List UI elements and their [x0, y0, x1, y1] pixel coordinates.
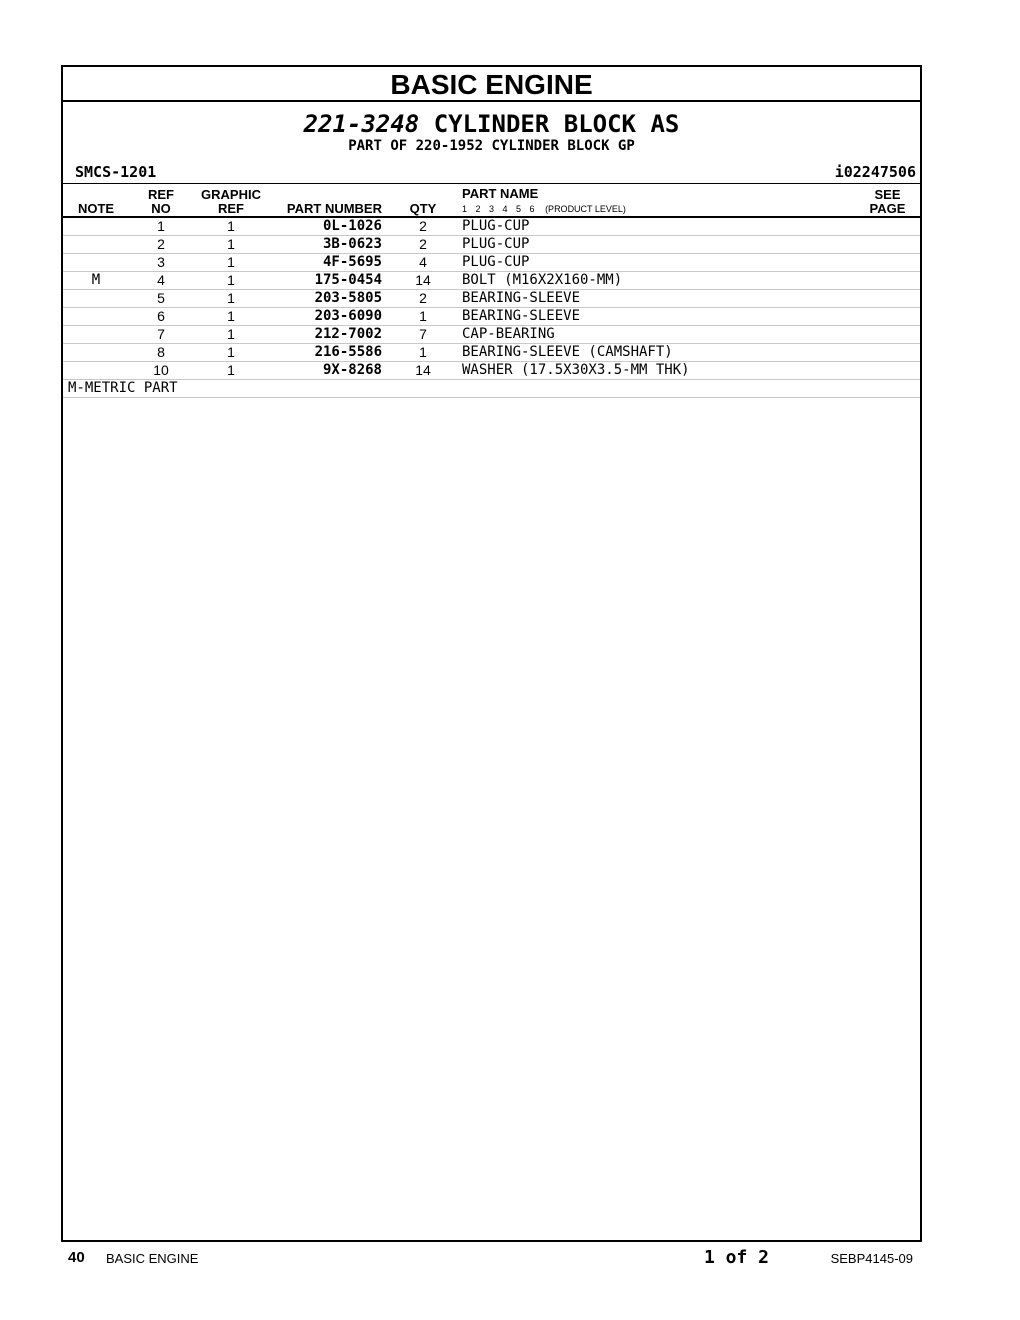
header-part-name: PART NAME 1 2 3 4 5 6 (PRODUCT LEVEL)	[462, 186, 626, 214]
table-header-row	[63, 184, 920, 218]
footnote-row	[63, 380, 920, 398]
graphic-ref-cell: 1	[227, 236, 235, 252]
table-row	[63, 362, 920, 380]
part-number-cell: 203-5805	[314, 290, 382, 306]
part-name-cell: WASHER (17.5X30X3.5-MM THK)	[462, 362, 690, 378]
note-cell: M	[91, 272, 101, 288]
note-cell	[63, 254, 129, 272]
see-page-cell	[855, 217, 920, 236]
part-name-cell: BOLT (M16X2X160-MM)	[462, 272, 623, 288]
parts-table	[63, 183, 920, 398]
part-number-cell: 3B-0623	[322, 236, 382, 252]
table-row	[63, 217, 920, 236]
smcs-code: SMCS-1201	[75, 163, 157, 181]
see-page-cell	[855, 236, 920, 254]
part-number-cell: 9X-8268	[322, 362, 382, 378]
assembly-number: 221-3248	[303, 110, 420, 138]
part-number-cell: 175-0454	[314, 272, 382, 288]
ref-no-cell: 3	[157, 254, 165, 270]
ref-no-cell: 4	[157, 272, 165, 288]
note-cell	[63, 362, 129, 380]
part-number-cell: 212-7002	[314, 326, 382, 342]
see-page-cell	[855, 254, 920, 272]
document-number: SEBP4145-09	[830, 1251, 913, 1266]
qty-cell: 14	[415, 362, 431, 378]
ref-no-cell: 2	[157, 236, 165, 252]
illustration-id: i02247506	[834, 163, 916, 181]
see-page-cell	[855, 326, 920, 344]
header-part-number: PART NUMBER	[286, 201, 382, 216]
table-row	[63, 272, 920, 290]
graphic-ref-cell: 1	[227, 218, 235, 234]
header-ref-no: REF NO	[148, 187, 174, 216]
part-name-cell: BEARING-SLEEVE	[462, 308, 581, 324]
part-name-cell: CAP-BEARING	[462, 326, 555, 342]
graphic-ref-cell: 1	[227, 308, 235, 324]
note-cell	[63, 217, 129, 236]
part-name-cell: PLUG-CUP	[462, 254, 530, 270]
qty-cell: 2	[419, 290, 427, 306]
part-number-cell: 0L-1026	[322, 218, 382, 234]
part-of-line: PART OF 220-1952 CYLINDER BLOCK GP	[348, 138, 635, 154]
header-note: NOTE	[77, 201, 115, 216]
see-page-cell	[855, 308, 920, 326]
page-number: 40	[68, 1249, 85, 1266]
qty-cell: 1	[419, 308, 427, 324]
see-page-cell	[855, 344, 920, 362]
qty-cell: 1	[419, 344, 427, 360]
part-number-cell: 216-5586	[314, 344, 382, 360]
header-graphic-ref: GRAPHIC REF	[201, 187, 261, 216]
qty-cell: 2	[419, 236, 427, 252]
qty-cell: 7	[419, 326, 427, 342]
graphic-ref-cell: 1	[227, 254, 235, 270]
see-page-cell	[855, 272, 920, 290]
graphic-ref-cell: 1	[227, 344, 235, 360]
smcs-row	[63, 163, 920, 183]
part-number-cell: 4F-5695	[322, 254, 382, 270]
footer-section: BASIC ENGINE	[106, 1251, 199, 1266]
header-see-page: SEE PAGE	[869, 187, 906, 216]
table-row	[63, 308, 920, 326]
qty-cell: 2	[419, 218, 427, 234]
note-cell	[63, 344, 129, 362]
metric-footnote: M-METRIC PART	[68, 380, 178, 396]
page-footer	[0, 1247, 1020, 1271]
see-page-cell	[855, 362, 920, 380]
note-cell	[63, 326, 129, 344]
part-name-cell: BEARING-SLEEVE	[462, 290, 581, 306]
note-cell	[63, 290, 129, 308]
qty-cell: 4	[419, 254, 427, 270]
table-row	[63, 344, 920, 362]
ref-no-cell: 8	[157, 344, 165, 360]
page-counter: 1 of 2	[704, 1247, 770, 1268]
part-name-cell: PLUG-CUP	[462, 218, 530, 234]
qty-cell: 14	[415, 272, 431, 288]
table-row	[63, 290, 920, 308]
header-qty: QTY	[409, 201, 437, 216]
part-name-cell: BEARING-SLEEVE (CAMSHAFT)	[462, 344, 673, 360]
table-row	[63, 236, 920, 254]
product-levels: 1 2 3 4 5 6 (PRODUCT LEVEL)	[462, 204, 626, 214]
section-title: BASIC ENGINE	[63, 67, 920, 102]
graphic-ref-cell: 1	[227, 290, 235, 306]
ref-no-cell: 6	[157, 308, 165, 324]
ref-no-cell: 10	[153, 362, 169, 378]
see-page-cell	[855, 290, 920, 308]
ref-no-cell: 7	[157, 326, 165, 342]
note-cell	[63, 236, 129, 254]
ref-no-cell: 1	[157, 218, 165, 234]
table-row	[63, 326, 920, 344]
page-frame	[61, 65, 922, 1242]
part-number-cell: 203-6090	[314, 308, 382, 324]
graphic-ref-cell: 1	[227, 272, 235, 288]
assembly-title	[63, 110, 920, 138]
part-name-cell: PLUG-CUP	[462, 236, 530, 252]
graphic-ref-cell: 1	[227, 326, 235, 342]
graphic-ref-cell: 1	[227, 362, 235, 378]
table-row	[63, 254, 920, 272]
note-cell	[63, 308, 129, 326]
assembly-name: CYLINDER BLOCK AS	[433, 110, 680, 138]
ref-no-cell: 5	[157, 290, 165, 306]
